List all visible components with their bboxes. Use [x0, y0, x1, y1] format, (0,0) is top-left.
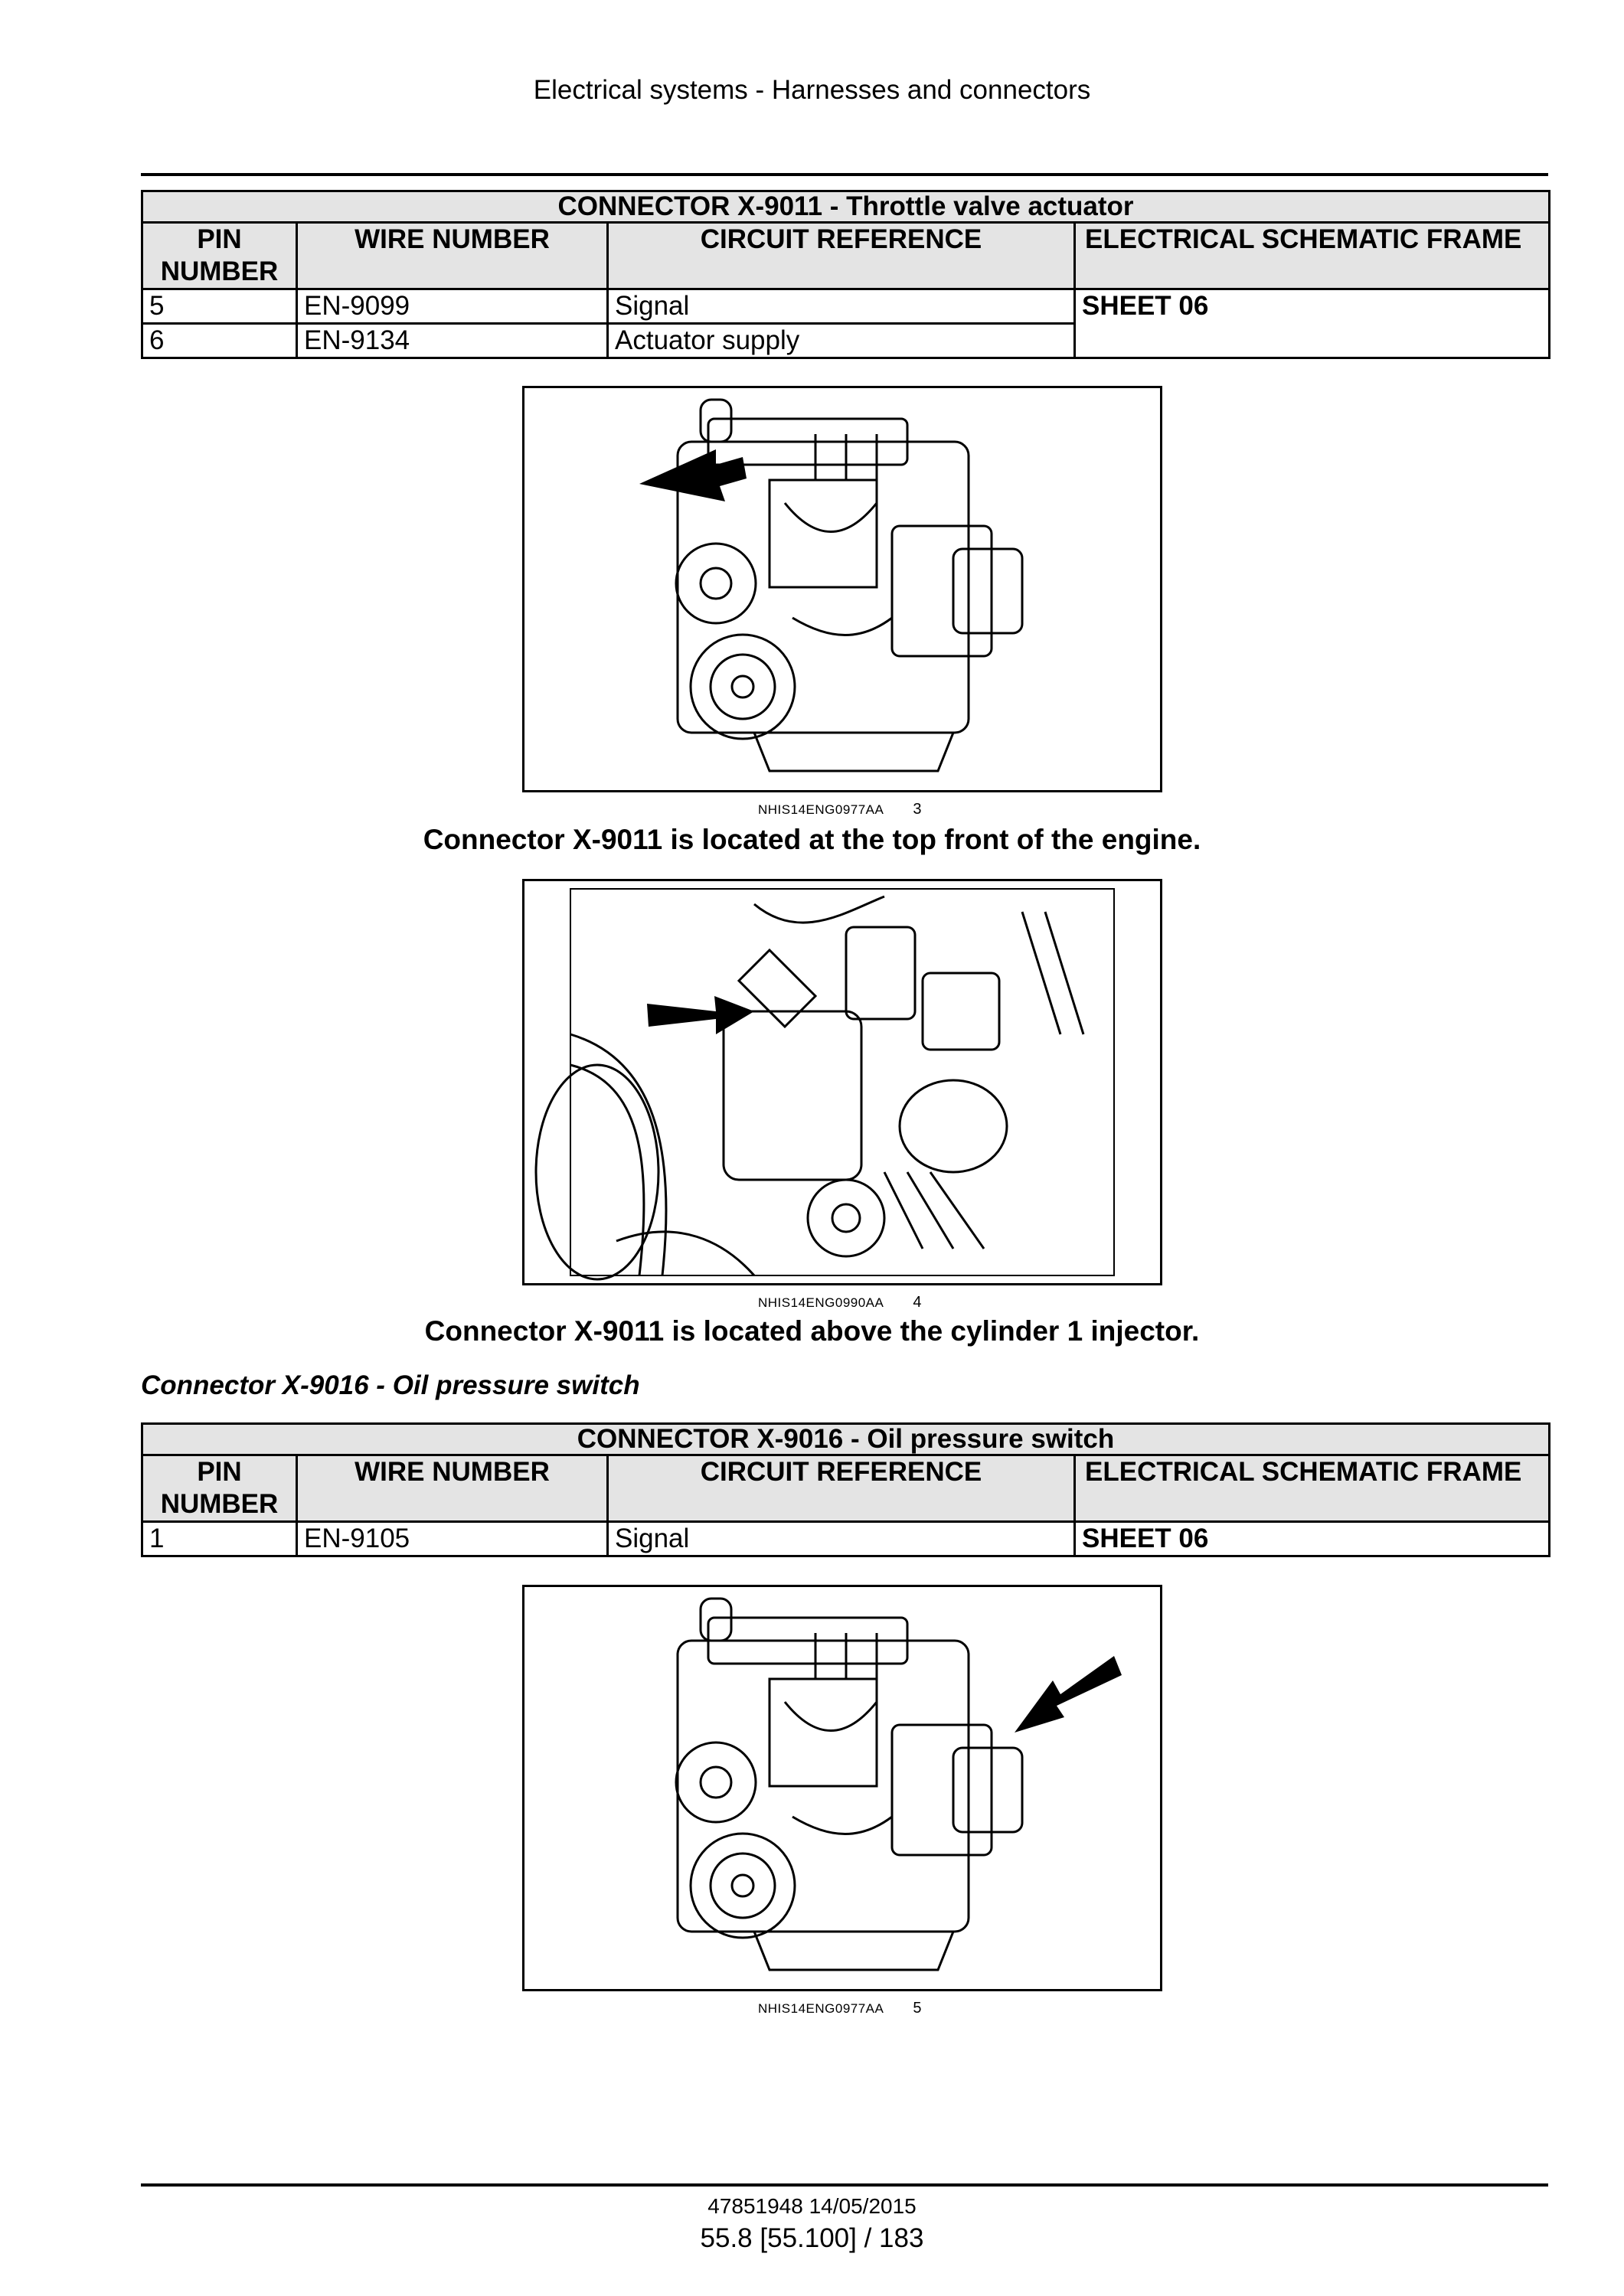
- col-schematic-frame: ELECTRICAL SCHEMATIC FRAME: [1075, 1455, 1550, 1522]
- frame-cell: SHEET 06: [1075, 289, 1550, 358]
- pin-cell: 6: [142, 324, 297, 358]
- engine-illustration-front: [522, 386, 1162, 792]
- circuit-cell: Signal: [608, 289, 1075, 324]
- table-title: CONNECTOR X-9016 - Oil pressure switch: [142, 1424, 1550, 1455]
- col-circuit-reference: CIRCUIT REFERENCE: [608, 223, 1075, 289]
- connector-table-x9011: [141, 190, 1550, 359]
- col-wire-number: WIRE NUMBER: [297, 223, 608, 289]
- wire-cell: EN-9099: [297, 289, 608, 324]
- col-pin-number: PIN NUMBER: [142, 223, 297, 289]
- table-row: [142, 289, 1550, 324]
- engine-illustration-oil-switch: [522, 1585, 1162, 1991]
- document-id: 47851948 14/05/2015: [707, 2194, 917, 2218]
- figure-caption: Connector X-9011 is located at the top front of the engine.: [423, 824, 1201, 855]
- figure-code: NHIS14ENG0977AA 3: [758, 801, 922, 818]
- figure-code: NHIS14ENG0990AA 4: [758, 1294, 922, 1311]
- col-circuit-reference: CIRCUIT REFERENCE: [608, 1455, 1075, 1522]
- pin-cell: 5: [142, 289, 297, 324]
- col-pin-number: PIN NUMBER: [142, 1455, 297, 1522]
- section-title: Connector X-9016 - Oil pressure switch: [141, 1370, 640, 1400]
- engine-drawing: [524, 1587, 1160, 1989]
- page-header: Electrical systems - Harnesses and connectors: [533, 75, 1091, 105]
- table-row: [142, 1522, 1550, 1556]
- wire-cell: EN-9134: [297, 324, 608, 358]
- engine-drawing: [524, 388, 1160, 790]
- closeup-drawing: [524, 881, 1160, 1283]
- circuit-cell: Signal: [608, 1522, 1075, 1556]
- col-wire-number: WIRE NUMBER: [297, 1455, 608, 1522]
- table-title: CONNECTOR X-9011 - Throttle valve actuator: [142, 191, 1550, 223]
- footer-rule: [141, 2183, 1548, 2187]
- pin-cell: 1: [142, 1522, 297, 1556]
- page-number: 55.8 [55.100] / 183: [700, 2223, 924, 2253]
- connector-closeup-illustration: [522, 879, 1162, 1285]
- frame-cell: SHEET 06: [1075, 1522, 1550, 1556]
- col-schematic-frame: ELECTRICAL SCHEMATIC FRAME: [1075, 223, 1550, 289]
- figure-caption: Connector X-9011 is located above the cylinder 1 injector.: [424, 1315, 1200, 1347]
- figure-code: NHIS14ENG0977AA 5: [758, 2000, 922, 2017]
- circuit-cell: Actuator supply: [608, 324, 1075, 358]
- header-rule: [141, 173, 1548, 176]
- wire-cell: EN-9105: [297, 1522, 608, 1556]
- connector-table-x9016: [141, 1422, 1550, 1557]
